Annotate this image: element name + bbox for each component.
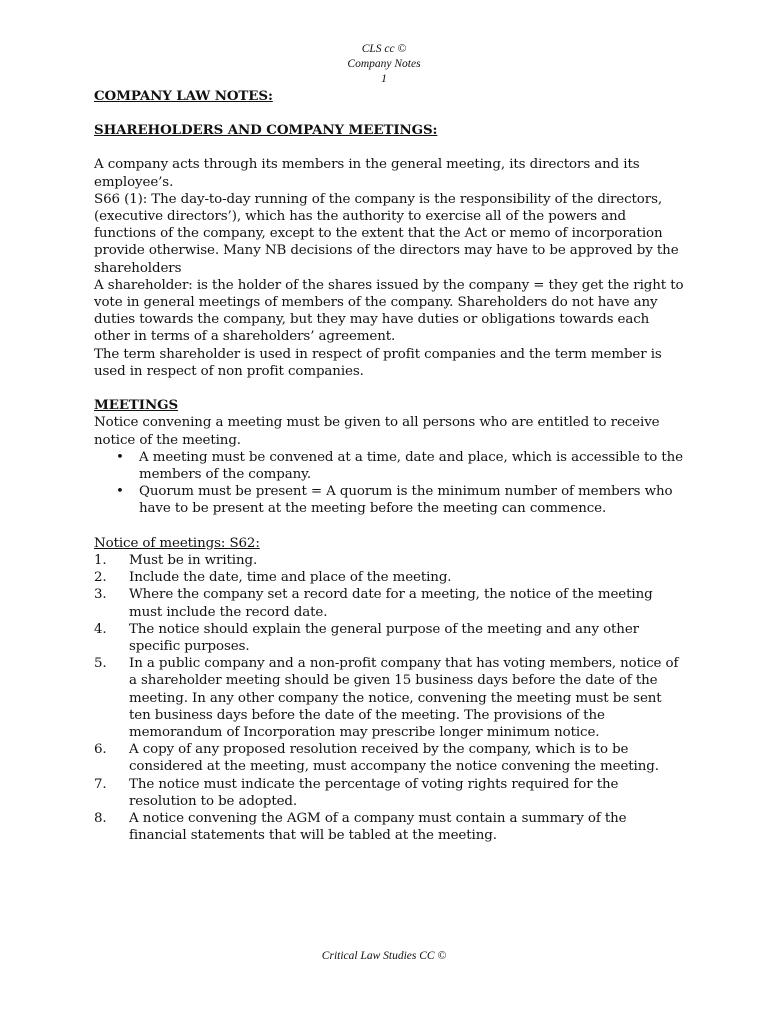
list-item: [94, 621, 684, 655]
list-item: [94, 552, 684, 569]
intro-paragraph-4: The term shareholder is used in respect of profit companies and the term member is used in respect of non profit companies.: [94, 346, 662, 379]
item-number: 1.: [94, 553, 107, 569]
bullet-item: [94, 449, 684, 483]
list-item: [94, 741, 684, 775]
intro-paragraph-3: A shareholder: is the holder of the shares issued by the company = they get the right to vote in general meetings of members of the company. Shareholders do not have any duties towards the company, but they may have duties or obligations towards each other in terms of a shareholders’ agreement.: [94, 277, 684, 345]
page-footer: Critical Law Studies CC ©: [321, 950, 447, 962]
item-number: 6.: [94, 742, 107, 758]
list-item: [94, 655, 684, 741]
spacer: [94, 518, 684, 535]
header-line-2: Company Notes: [347, 58, 421, 70]
item-number: 3.: [94, 587, 107, 603]
notice-list: [94, 552, 684, 844]
list-item: [94, 586, 684, 620]
bullet-icon: •: [116, 449, 124, 465]
item-number: 2.: [94, 570, 107, 586]
page-header: [0, 42, 768, 87]
item-text: A notice convening the AGM of a company must contain a summary of the financial statements that will be tabled at the meeting.: [129, 811, 627, 844]
item-text: In a public company and a non-profit company that has voting members, notice of a shareholder meeting should be given 15 business days before the date of the meeting. In any other company the notice, convening the meeting must be sent ten business days before the date of the meeting. The provisions of the memorandum of Incorporation may prescribe longer minimum notice.: [129, 656, 679, 741]
list-item: [94, 569, 684, 586]
meetings-intro: Notice convening a meeting must be given to all persons who are entitled to receive notice of the meeting.: [94, 415, 660, 448]
item-text: Where the company set a record date for a meeting, the notice of the meeting must include the record date.: [129, 587, 653, 620]
item-number: 8.: [94, 811, 107, 827]
bullet-text: Quorum must be present = A quorum is the minimum number of members who have to be present at the meeting before the meeting can commence.: [139, 484, 673, 517]
item-text: The notice must indicate the percentage of voting rights required for the resolution to be adopted.: [129, 776, 619, 809]
meetings-bullet-list: [94, 449, 684, 518]
list-item: [94, 776, 684, 810]
item-text: A copy of any proposed resolution received by the company, which is to be considered at the meeting, must accompany the notice convening the meeting.: [129, 742, 659, 775]
spacer: [94, 380, 684, 397]
bullet-item: [94, 483, 684, 517]
meetings-heading: MEETINGS: [94, 397, 179, 414]
document-title: COMPANY LAW NOTES:: [94, 88, 273, 104]
intro-paragraph-2: S66 (1): The day-to-day running of the company is the responsibility of the directors, (executive directors’), which has the authority to exercise all of the powers and functions of the company, except to the extent that the Act or memo of incorporation provide otherwise. Many NB decisions of the directors may have to be approved by the shareholders: [94, 191, 679, 276]
header-line-1: CLS cc ©: [361, 43, 407, 55]
intro-paragraph-1: A company acts through its members in the general meeting, its directors and its employee’s.: [94, 157, 640, 190]
list-item: [94, 810, 684, 844]
item-number: 7.: [94, 776, 107, 792]
item-text: Include the date, time and place of the meeting.: [129, 570, 452, 586]
item-text: The notice should explain the general purpose of the meeting and any other specific purposes.: [129, 621, 639, 655]
item-number: 5.: [94, 656, 107, 672]
item-text: Must be in writing.: [129, 553, 258, 569]
page-number: 1: [381, 73, 387, 85]
bullet-icon: •: [116, 484, 124, 500]
bullet-text: A meeting must be convened at a time, date and place, which is accessible to the members of the company.: [139, 449, 683, 483]
document-body: [94, 88, 684, 845]
section-title: SHAREHOLDERS AND COMPANY MEETINGS:: [94, 122, 438, 139]
notice-heading: Notice of meetings: S62:: [94, 535, 260, 551]
item-number: 4.: [94, 621, 107, 637]
